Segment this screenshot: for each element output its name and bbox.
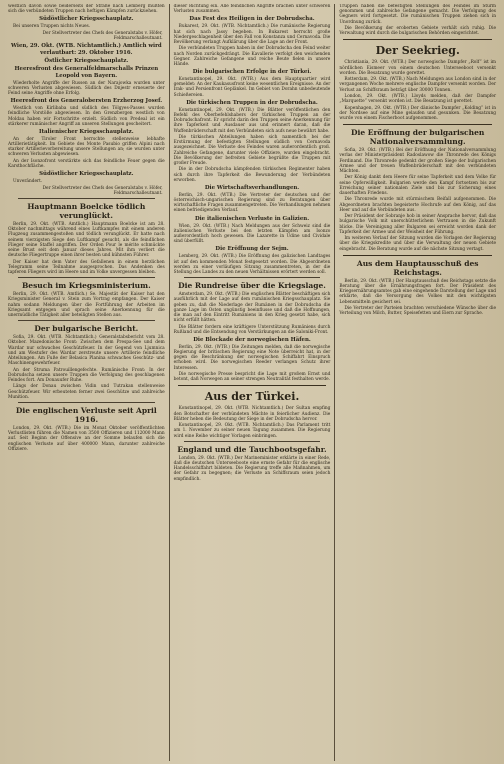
paragraph: Längs der Donau zwischen Vidin und Tutrakan stellenweise Geschützfeuer. Wir erbeuteten ferner zwei Geschütze und zahlreiche Munition. (8, 384, 165, 400)
paragraph: Die verbündeten Truppen haben in der Dobrudscha den Feind weiter nach Norden zurückgedrängt. Die Kavallerie verfolgt den weichenden Gegner. Zahlreiche Gefangene und reiche Beute fielen in unsere Hände. (173, 46, 331, 67)
divider (184, 277, 321, 278)
paragraph: Rotterdam, 29. Okt. (WTB.) Nach Meldungen aus London sind in der vergangenen Woche mehrere englische Dampfer versenkt worden. Der Verlust an Schiffsraum beträgt über 30000 Tonnen. (339, 77, 497, 93)
paragraph: Christiania, 29. Okt. (WTB.) Der norwegische Dampfer „Rolf“ ist im nördlichen Eismeer von einem deutschen Unterseeboot versenkt worden. Die Besatzung wurde gerettet. (339, 60, 497, 76)
paragraph: Wien, 29. Okt. (WTB.) Nach Meldungen aus der Schweiz sind die italienischen Verluste bei den letzten Kämpfen am Isonzo außerordentlich hoch gewesen. Die Lazarette in Udine und Cividale sind überfüllt. (173, 223, 331, 245)
paragraph: An der Tiroler Front herrschte stellenweise lebhafte Artillerietätigkeit. Im Gebiete des Monte Pasubio griffen Alpini nach starker Artillerievorbereitung unsere Stellungen an; sie wurden unter schweren Verlusten abgewiesen. (8, 136, 165, 158)
paragraph: An der Isonzofront verstärkte sich das feindliche Feuer gegen die Karsthochfläche. (8, 158, 165, 170)
paragraph: Berlin, 29. Okt. (WTB.) Die Vertreter der deutschen und der österreichisch-ungarischen Regierung sind zu Beratungen über wirtschaftliche Fragen zusammengetreten. Die Verhandlungen nehmen einen befriedigenden Verlauf. (173, 192, 331, 214)
paragraph: Konstantinopel, 29. Okt. (WTB. Nichtamtlich.) Der Sultan empfing den Botschafter der verbündeten Mächte in feierlicher Audienz. Die Blätter heben die Bedeutung der Siege in der Dobrudscha hervor. (173, 406, 331, 422)
paragraph: London, 29. Okt. (WTB.) Die im Monat Oktober veröffentlichten Verlustlisten führen die Namen von 3500 Offizieren und 112000 Mann auf. Seit Beginn der Offensive an der Somme belaufen sich die englischen Verluste auf über 400000 Mann, darunter zahlreiche Offiziere. (8, 426, 165, 452)
divider (18, 320, 155, 321)
paragraph: Berlin, 29. Okt. (WTB.) Die Zeitungen melden, daß die norwegische Regierung der britischen Regierung eine Note überreicht hat, in der gegen die Beschränkung der norwegischen Schiffahrt Einspruch erhoben wird. Die norwegischen Reeder verlangen Schutz ihrer Interessen. (173, 344, 331, 371)
divider (343, 124, 492, 125)
paragraph: Die norwegische Presse bespricht die Lage mit großem Ernst und betont, daß Norwegen an seiner strengen Neutralität festhalten werde. (173, 372, 331, 383)
heading: Wien, 29. Okt. (WTB. Nichtamtlich.) Amtlich wird verlautbart: 29. Oktober 1916. (10, 43, 162, 56)
signature: Der Stellvertreter des Chefs des Generalstabs v. Höfer, Feldmarschalleutnant. (42, 185, 163, 196)
heading: Der Seekrieg. (375, 44, 460, 58)
paragraph: Die Bevölkerung der eroberten Gebiete verhält sich ruhig. Die Verwaltung wird durch die bulgarischen Behörden eingerichtet. (339, 26, 497, 37)
paragraph: westlich davon sowie beiderseits der Straße nach Lemberg mußten sich die verbündeten Truppen nach heftigen Kämpfen zurückziehen. (8, 4, 165, 15)
paragraph: Die Vertreter der Parteien brachten verschiedene Wünsche über die Verteilung von Milch, Butter, Speisefetten und Eiern zur Sprache. (339, 306, 497, 317)
paragraph: Konstantinopel, 29. Okt. (WTB.) Die Blätter veröffentlichen den Befehl des Oberbefehlshabers der türkischen Truppen an der Dobrudschafront. Er spricht darin den Truppen seine Anerkennung für ihre Tapferkeit und Ausdauer aus und erinnert daran, daß die Waffenbrüderschaft mit den Verbündeten sich aufs neue bewährt habe. (173, 107, 331, 134)
paragraph: Der König dankt dem Heere für seine Tapferkeit und dem Volke für seine Opferwilligkeit. Bulgarien werde den Kampf fortsetzen bis zur Erreichung seiner nationalen Ziele und bis zur Sicherung eines dauerhaften Friedens. (339, 175, 497, 197)
paragraph: Sofia, 29. Okt. (WTB.) Bei der Eröffnung der Nationalversammlung verlas der Ministerpräsident Radoslawow die Thronrede des Königs Ferdinand. Die Thronrede gedenkt der großen Siege der bulgarischen Armee und der treuen Waffenbrüderschaft mit den verbündeten Mächten. (339, 148, 497, 175)
heading: Der bulgarische Bericht. (34, 324, 139, 334)
heading: Die Eröffnung der Sejm. (215, 246, 289, 253)
signature: Der Stellvertreter des Chefs des Generalstabs v. Höfer, Feldmarschalleutnant. (42, 30, 163, 41)
paragraph: Sofia, 29. Okt. (WTB. Nichtamtlich.) Generalstabsbericht vom 28. Oktober. Mazedonische Front: Zwischen dem Prespa-See und dem Wardar nur schwaches Geschützfeuer. In der Gegend von Ljumnica und am Westufer des Wardar zerstreute unsere Artillerie feindliche Abteilungen. Am Fuße der Belasica Planina schwaches Geschütz- und Maschinengewehrfeuer. (8, 335, 165, 367)
divider (343, 255, 492, 256)
heading: Italienischer Kriegsschauplatz. (39, 128, 134, 135)
heading: Südöstlicher Kriegsschauplatz. (39, 16, 134, 23)
heading: Die englischen Verluste seit April 1916. (15, 406, 157, 425)
divider (184, 441, 321, 442)
divider (18, 277, 155, 278)
paragraph: Der Präsident der Sobranje hob in seiner Ansprache hervor, daß das bulgarische Volk mit unerschütterlichem Vertrauen in die Zukunft blicke. Die Vereinigung aller Bulgaren sei erreicht worden dank der Tapferkeit der Armee und der Weisheit der Führung. (339, 214, 497, 235)
paragraph: Lemberg, 29. Okt. (WTB.) Die Eröffnung des galizischen Landtages ist auf den kommenden Monat festgesetzt worden. Die Abgeordneten werden zu einer vorläufigen Sitzung zusammentreten, in der die Stellung des Landes zu den neuen Verhältnissen erörtert werden soll. (173, 254, 331, 275)
divider (343, 39, 492, 40)
heading: Hauptmann Boelcke tödlich verunglückt. (27, 201, 146, 220)
divider (18, 198, 155, 199)
heading: Aus dem Hauptausschuß des Reichstags. (356, 258, 479, 277)
paragraph: Berlin, 29. Okt. (WTB.) Der Hauptausschuß des Reichstags setzte die Beratung über die Ernährungsfragen fort. Der Präsident des Kriegsernährungsamtes gab eine eingehende Darstellung der Lage und erklärte, daß die Versorgung des Volkes mit den wichtigsten Lebensmitteln gesichert sei. (339, 278, 497, 305)
heading: Heeresfront des Generalfeldmarschalls Prinzen Leopold von Bayern. (14, 66, 159, 79)
paragraph: Westlich von Kirlibaba und südlich des Tölgyes-Passes wurden feindliche Vorstöße abgewiesen. In den Grenzbergen westlich von Moldau haben wir Fortschritte erzielt. Südlich von Predeal ist ein stärkerer rumänischer Angriff an unseren Stellungen gescheitert. (8, 106, 165, 127)
column-2 (169, 4, 335, 761)
column-3 (334, 4, 500, 761)
paragraph: Kopenhagen, 29. Okt. (WTB.) Der dänische Dampfer „Kolding“ ist in der Nordsee auf eine Mine gelaufen und gesunken. Die Besatzung wurde von einem Fischerboot aufgenommen. (339, 105, 497, 121)
paragraph: An der Struma Patrouillengefechte. Rumänische Front: In der Dobrudscha setzen unsere Truppen die Verfolgung des geschlagenen Feindes fort. Am Donauufer Ruhe. (8, 367, 165, 384)
heading: Die Rundreise über die Kriegslage. (178, 281, 326, 291)
heading: Die Blockade der norwegischen Häfen. (193, 336, 311, 343)
paragraph: Unverändert. (13, 179, 43, 185)
divider (18, 402, 155, 403)
paragraph: Die Thronrede wurde mit stürmischem Beifall aufgenommen. Die Abgeordneten brachten begeisterte Hochrufe auf den König, auf das Heer und auf die Verbündeten aus. (339, 197, 497, 213)
heading: Die bulgarischen Erfolge in der Türkei. (192, 69, 312, 76)
paragraph: Bukarest, 29. Okt. (WTB. Nichtamtlich.) Die rumänische Regierung hat sich nach Jassy begeben. In Bukarest herrscht große Niedergeschlagenheit über den Fall von Konstanza und Cernavoda. Die Bevölkerung verlangt Aufklärung über die Lage an der Front. (173, 24, 331, 45)
paragraph: Die türkischen Abteilungen haben sich namentlich bei der Erstürmung der befestigten Stellungen südlich von Cernavoda ausgezeichnet. Die Verluste des Feindes waren außerordentlich groß. Zahlreiche Gefangene, darunter viele Offiziere, wurden eingebracht. Die Bevölkerung der befreiten Gebiete begrüßte die Truppen mit großer Freude. (173, 134, 331, 166)
heading: Heeresfront des Generalobersten Erzherzog Josef. (10, 98, 163, 105)
heading: Das Fest des Heiligen in der Dobrudscha. (189, 16, 315, 23)
paragraph: London, 29. Okt. (WTB.) Lloyds melden, daß der Dampfer „Marquette“ versenkt worden ist. Die Besatzung ist gerettet. (339, 94, 497, 105)
heading: Aus der Türkei. (204, 390, 300, 404)
heading: Die Wirtschaftsverhandlungen. (204, 184, 300, 191)
heading: England und die Tauchbootsgefahr. (177, 444, 327, 454)
paragraph: London, 29. Okt. (WTB.) Der Marineminister erklärte in einer Rede, daß die deutschen Unterseeboote eine ernste Gefahr für die englische Handelsschiffahrt bildeten. Die Regierung treffe alle Maßnahmen, um der Gefahr zu begegnen; die Verluste an Schiffsraum seien jedoch empfindlich. (173, 455, 331, 482)
paragraph: Die in der Dobrudscha kämpfenden türkischen Regimenter haben sich durch ihre Tapferkeit die Bewunderung der Verbündeten erworben. (173, 167, 331, 183)
columns (4, 4, 500, 761)
paragraph: Konstantinopel, 29. Okt. (WTB. Nichtamtlich.) Das Parlament tritt am 1. November zu seiner neuen Tagung zusammen. Die Regierung wird eine Reihe wichtiger Vorlagen einbringen. (173, 423, 331, 439)
paragraph: Amsterdam, 29. Okt. (WTB.) Die englischen Blätter beschäftigen sich ausführlich mit der Lage auf dem rumänischen Kriegsschauplatz. Sie geben zu, daß die Niederlage der Rumänen in der Dobrudscha die ganze Lage im Osten ungünstig beeinflusse und daß die Hoffnungen, die man auf den Eintritt Rumäniens in den Krieg gesetzt habe, sich nicht erfüllt hätten. (173, 292, 331, 324)
heading: Östlicher Kriegsschauplatz. (44, 57, 129, 64)
paragraph: Die Blätter fordern eine kräftigere Unterstützung Rumäniens durch Rußland und die Entsendung von Verstärkungen an die Saloniki-Front. (173, 324, 331, 335)
paragraph: Der Kaiser hat dem Vater des Gefallenen in einem herzlichen Telegramm seine Teilnahme ausgesprochen. Das Andenken des tapferen Fliegers wird im Heere und im Volke unvergessen bleiben. (8, 259, 165, 275)
heading: Südöstlicher Kriegsschauplatz. (39, 171, 134, 178)
paragraph: Truppen haben die befestigten Stellungen des Feindes im Sturm genommen und zahlreiche Gefangene gemacht. Die Verfolgung des Gegners wird fortgesetzt. Die rumänischen Truppen ziehen sich in Unordnung zurück. (339, 4, 497, 25)
paragraph: dieser Richtung ein. Alle feindlichen Angriffe brachen unter schweren Verlusten zusammen. (173, 4, 331, 15)
column-1 (4, 4, 169, 761)
heading: Die italienischen Verluste in Galizien. (194, 215, 310, 222)
paragraph: Wiederholte Angriffe der Russen an der Narajowka wurden unter schweren Verlusten abgewiesen. Südlich des Dnjestr erneuerte der Feind seine Angriffe ohne Erfolg. (8, 80, 165, 97)
paragraph: Berlin, 29. Okt. (WTB. Amtlich.) Se. Majestät der Kaiser hat den Kriegsminister General v. Stein zum Vortrag empfangen. Der Kaiser nahm sodann Meldungen über die Fortführung der Arbeiten im Kriegsamt entgegen und sprach seine Anerkennung für die unermüdliche Tätigkeit aller beteiligten Stellen aus. (8, 292, 165, 319)
paragraph: Konstantinopel, 29. Okt. (WTB.) Aus dem Hauptquartier wird gemeldet: An der Kaukasusfront keine wesentlichen Ereignisse. An der Irak- und Persienfront Geplänkel. Im Gebiet von Dorahn unbedeutende Schießereien. (173, 77, 331, 98)
heading: Besuch im Kriegsministerium. (21, 281, 151, 291)
heading: Die türkischen Truppen in der Dobrudscha. (186, 99, 318, 106)
heading: Die Eröffnung der bulgarischen Nationalversammlung. (351, 128, 485, 147)
divider (178, 385, 327, 386)
paragraph: Bei unseren Truppen nichts Neues. (13, 24, 91, 30)
paragraph: Im weiteren Verlauf der Sitzung wurden die Vorlagen der Regierung über die Kriegskredite und über die Verwaltung der neuen Gebiete eingebracht. Die Beratung wurde auf die nächste Sitzung vertagt. (339, 236, 497, 252)
paragraph: Berlin, 29. Okt. (WTB. Amtlich.) Hauptmann Boelcke ist am 28. Oktober nachmittags während eines Luftkampfes mit einem anderen Flugzeug zusammengestoßen und tödlich verunglückt. Er hatte nach seinem vierzigsten Siege den Luftkampf gesucht, als die feindlichen Flieger seine Staffel angriffen. Der Orden Pour le mérite schmückte seine Brust seit dem Januar dieses Jahres. Mit ihm verliert die deutsche Fliegertruppe einen ihrer besten und kühnsten Führer. (8, 221, 165, 259)
